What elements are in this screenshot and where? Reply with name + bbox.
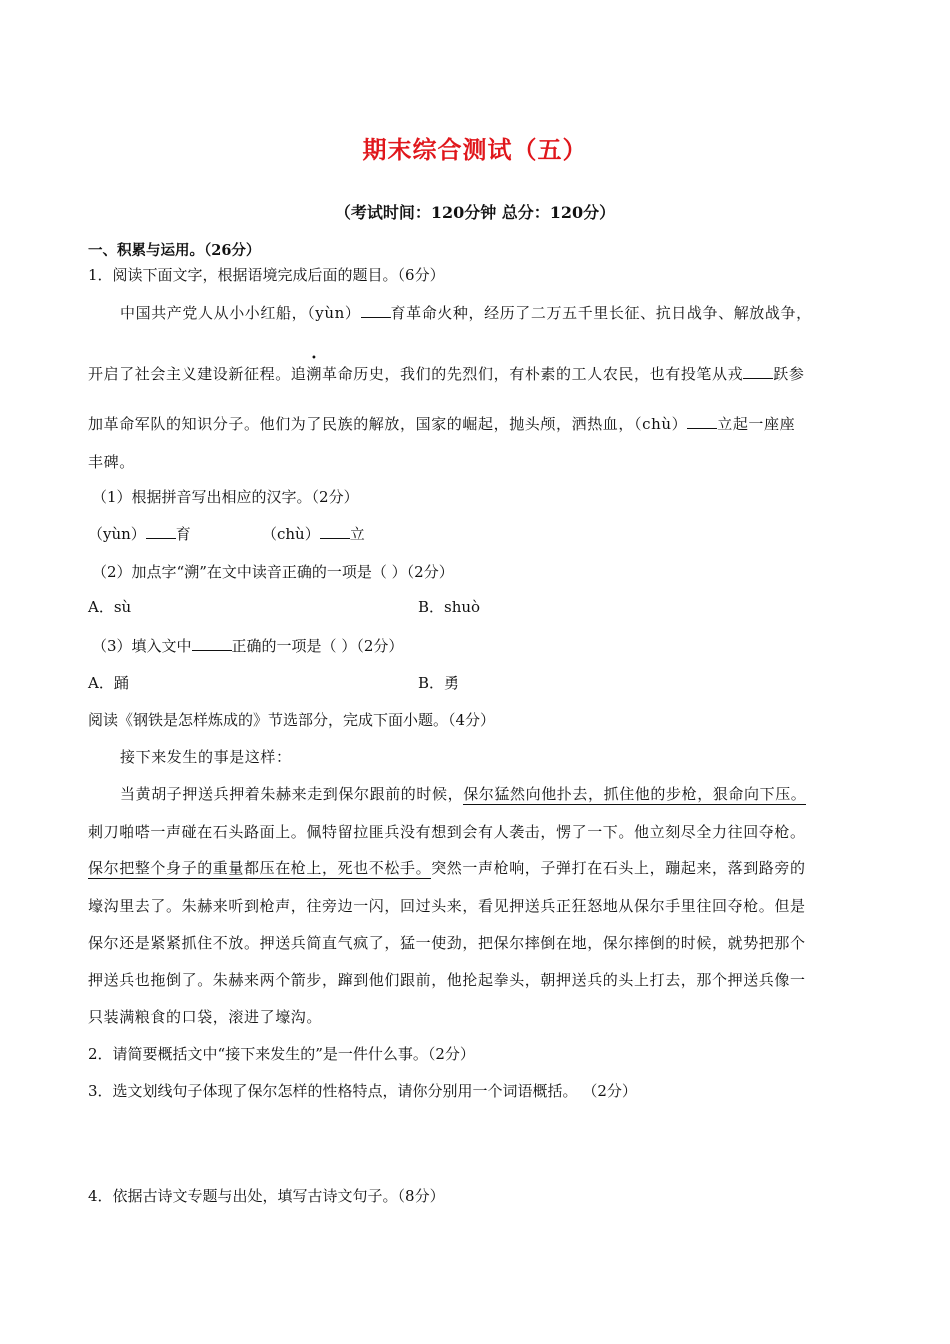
passage-text: 革命历史，我们的先烈们，有朴素的工人农民，也有投笔从戎 [322,365,744,383]
option-b: B．勇 [418,674,460,692]
passage-text: 跃参 [773,365,805,383]
reading-line-6: 保尔还是紧紧抓住不放。押送兵简直气疯了，猛一使劲，把保尔摔倒在地，保尔摔倒的时候，就势把那个 [88,934,806,952]
passage-line-1 [120,302,812,323]
question-3: 3．选文划线句子体现了保尔怎样的性格特点，请你分别用一个词语概括。 （2分） [88,1082,637,1100]
section-heading: 一、积累与运用。（26分） [88,242,261,259]
passage-line-4: 丰碑。 [88,453,135,471]
answer-blank [687,414,717,429]
passage-text: 开启了社会主义建设新征程。追 [88,365,307,383]
question-4: 4．依据古诗文专题与出处，填写古诗文句子。（8分） [88,1187,445,1205]
passage-line-3 [88,413,795,434]
question-2: 2．请简要概括文中“接下来发生的”是一件什么事。（2分） [88,1045,475,1063]
passage-line-2 [88,353,805,384]
answer-blank [320,524,350,539]
reading-line-4: 保尔把整个身子的重量都压在枪上，死也不松手。突然一声枪响，子弹打在石头上，蹦起来，落到路旁的 [88,859,806,877]
option-a: A．踊 [88,674,129,692]
passage-text: 中国共产党人从小小红船，（yùn） [120,304,361,322]
option-a: A．sù [88,598,132,616]
passage-text: 育革命火种，经历了二万五千里长征、抗日战争、解放战争， [390,304,812,322]
sub-question-1: （1）根据拼音写出相应的汉字。（2分） [92,488,359,506]
reading-line-8: 只装满粮食的口袋，滚进了壕沟。 [88,1008,323,1026]
reading-line-1: 接下来发生的事是这样： [120,748,292,766]
passage-text: 加革命军队的知识分子。他们为了民族的解放，国家的崛起，抛头颅，洒热血，（chù） [88,415,688,433]
page-title: 期末综合测试（五） [362,135,588,164]
reading-line-7: 押送兵也拖倒了。朱赫来两个箭步，蹿到他们跟前，他抡起拳头，朝押送兵的头上打去，那个押送兵像一 [88,971,806,989]
reading-line-3: 刺刀啪嗒一声碰在石头路面上。佩特留拉匪兵没有想到会有人袭击，愣了一下。他立刻尽全力往回夺枪。 [88,823,806,841]
passage-text: 立起一座座 [717,415,796,433]
underlined-sentence: 保尔把整个身子的重量都压在枪上，死也不松手。 [88,859,432,877]
answer-blank [192,636,232,651]
question-1-stem: 1．阅读下面文字，根据语境完成后面的题目。（6分） [88,266,445,284]
reading-intro: 阅读《钢铁是怎样炼成的》节选部分，完成下面小题。（4分） [88,711,496,729]
reading-line-2: 当黄胡子押送兵押着朱赫来走到保尔跟前的时候，保尔猛然向他扑去，抓住他的步枪，狠命向下压。 [120,785,807,803]
sub-question-1-blank-a: （yùn） 育 [88,525,191,543]
answer-blank [146,524,176,539]
sub-question-3: （3）填入文中 正确的一项是（ ）（2分） [92,637,404,655]
reading-line-5: 壕沟里去了。朱赫来听到枪声，往旁边一闪，回过头来，看见押送兵正狂怒地从保尔手里往回夺枪。但是 [88,897,806,915]
answer-blank [743,364,773,379]
sub-question-1-blank-b: （chù） 立 [262,525,365,543]
sub-question-2: （2）加点字“溯”在文中读音正确的一项是（ ）（2分） [92,563,454,581]
option-b: B．shuò [418,598,481,616]
dotted-char: • 溯 [306,353,323,383]
underlined-sentence: 保尔猛然向他扑去，抓住他的步枪，狠命向下压。 [463,785,807,803]
exam-info: （考试时间：120分钟 总分：120分） [334,203,616,222]
answer-blank [361,303,391,318]
